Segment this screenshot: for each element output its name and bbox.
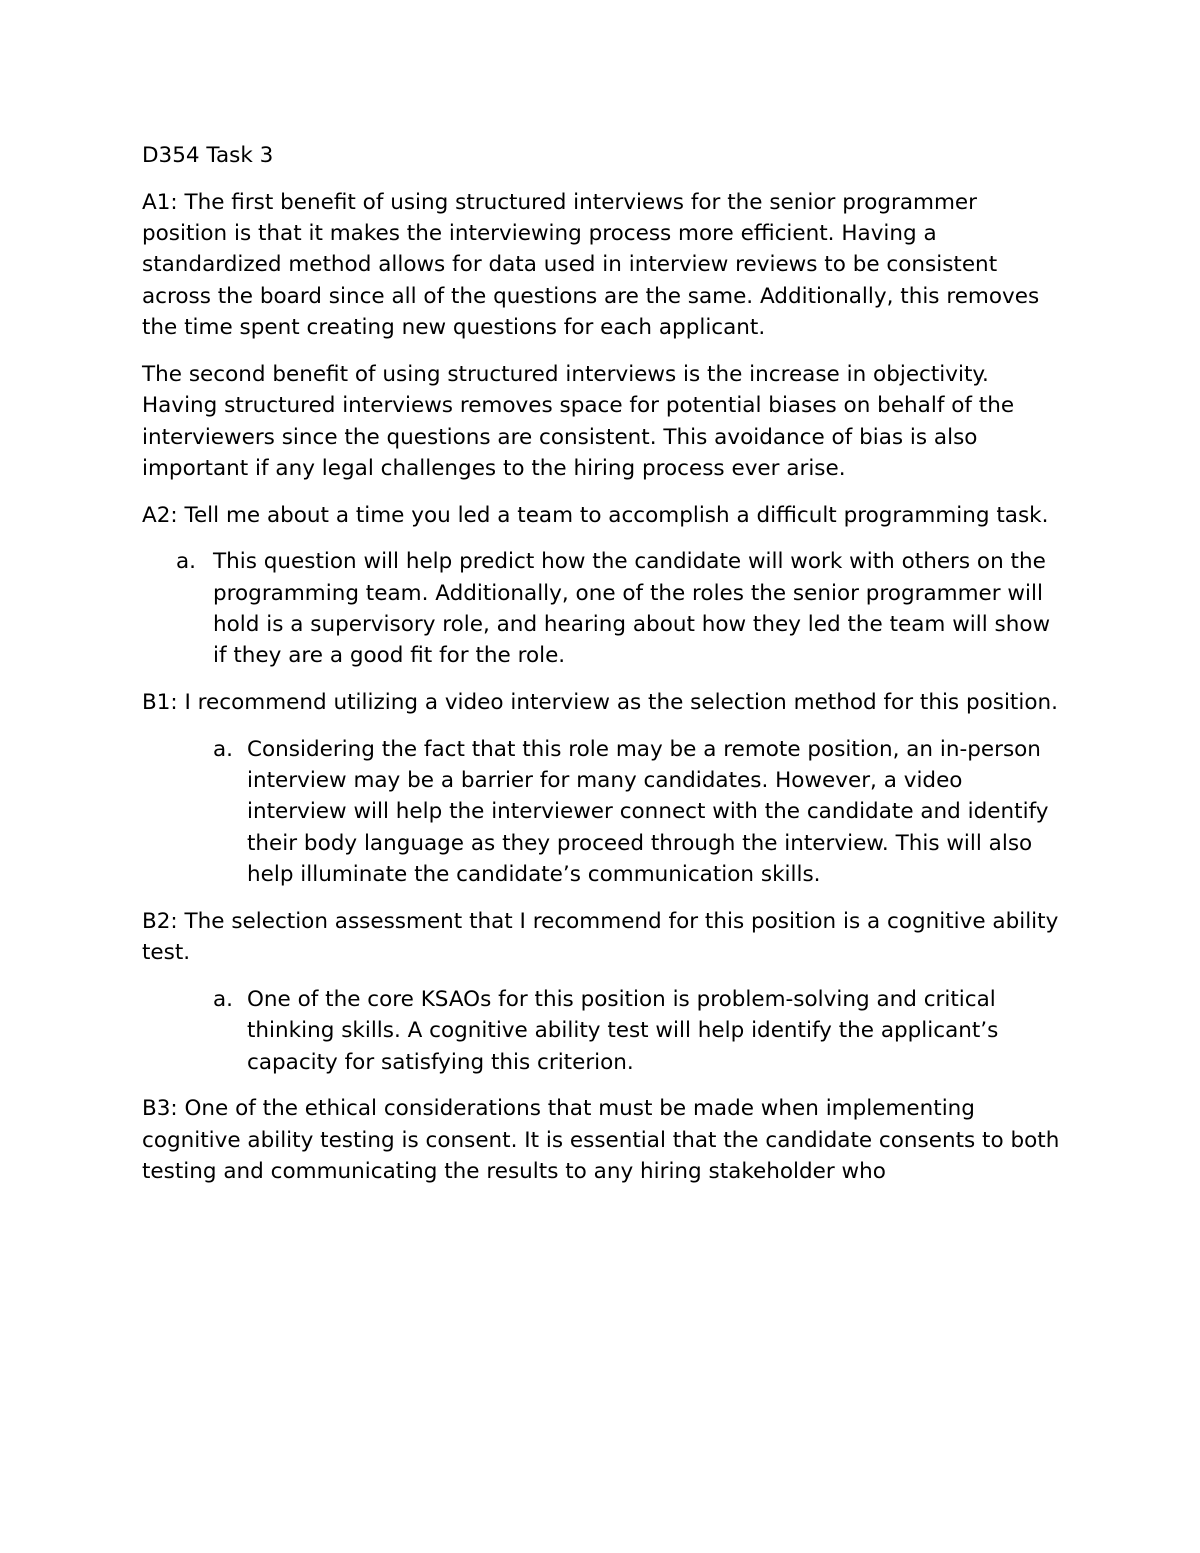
list-item-text: Considering the fact that this role may be a remote position, an in-person interview may be a barrier for many candidates. However, a video interview will help the interviewer connect with the candidate and identify their body language as they proceed through the interview. This will also help illuminate the candidate’s communication skills. (247, 736, 1049, 888)
paragraph-b2-selection-assessment: B2: The selection assessment that I recommend for this position is a cognitive ability test. (142, 908, 1059, 966)
document-title: D354 Task 3 (142, 143, 274, 168)
paragraph-a1-first-benefit: A1: The first benefit of using structured interviews for the senior programmer position is that it makes the interviewing process more efficient. Having a standardized method allows for data used in interview reviews to be consistent across the board since all of the questions are the same. Additionally, this removes the time spent creating new questions for each applicant. (142, 189, 1040, 341)
paragraph-b3-ethical-considerations: B3: One of the ethical considerations that must be made when implementing cognitive ability testing is consent. It is essential that the candidate consents to both testing and communicating the results to any hiring stakeholder who (142, 1096, 1060, 1185)
document-body (142, 140, 1067, 1203)
list-item-b2-rationale (142, 984, 1067, 1078)
list-item-text: This question will help predict how the candidate will work with others on the programming team. Additionally, one of the roles the senior programmer will hold is a supervisory role, and hearing about how they led the team will show if they are a good fit for the role. (213, 549, 1051, 669)
list-marker: a. (176, 549, 197, 575)
list-marker: a. (213, 736, 234, 762)
paragraph-b1-selection-method: B1: I recommend utilizing a video interview as the selection method for this position. (142, 690, 1058, 716)
list-item-b1-rationale (142, 734, 1067, 891)
list-item-text: One of the core KSAOs for this position is problem-solving and critical thinking skills. A cognitive ability test will help identify the applicant’s capacity for satisfying this criterion. (247, 986, 999, 1075)
list-marker: a. (213, 986, 234, 1012)
paragraph-a2-question: A2: Tell me about a time you led a team to accomplish a difficult programming task. (142, 502, 1049, 528)
list-item-a2-rationale (142, 546, 1067, 672)
paragraph-a1-second-benefit: The second benefit of using structured interviews is the increase in objectivity. Having structured interviews removes space for potential biases on behalf of the interviewers since the questions are consistent. This avoidance of bias is also important if any legal challenges to the hiring process ever arise. (142, 361, 1015, 482)
